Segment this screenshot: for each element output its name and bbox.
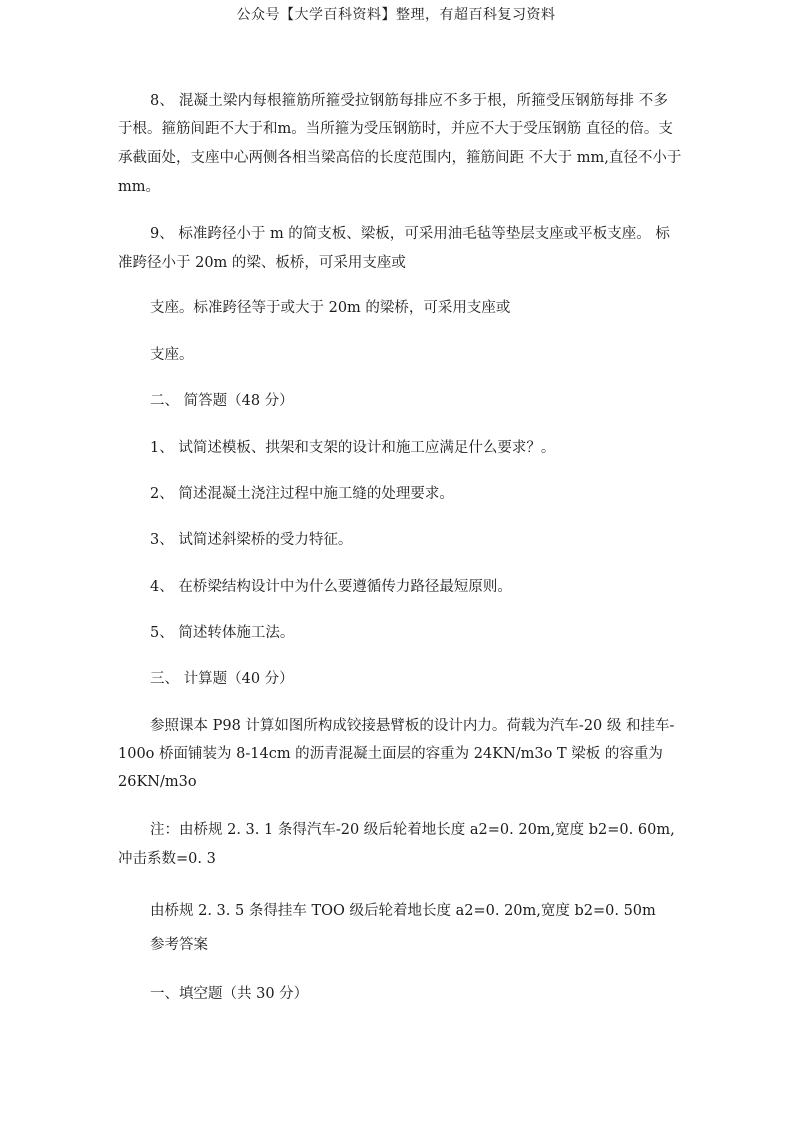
short-answer-item-5: 5、 简述转体施工法。	[150, 625, 295, 641]
question-8-line-1: 8、 混凝土梁内每根箍筋所箍受拉钢筋每排应不多于根，所箍受压钢筋每排 不多	[150, 93, 668, 109]
calc-problem-line-1: 参照课本 P98 计算如图所构成铰接悬臂板的设计内力。荷载为汽车-20 级 和挂车-	[150, 718, 675, 734]
section-3-title: 三、 计算题（40 分）	[150, 671, 294, 687]
short-answer-item-4: 4、 在桥梁结构设计中为什么要遵循传力路径最短原则。	[150, 579, 512, 595]
page-header: 公众号【大学百科资料】整理，有超百科复习资料	[236, 7, 556, 23]
question-9-line-4: 支座。	[150, 347, 194, 363]
short-answer-item-3: 3、 试简述斜梁桥的受力特征。	[150, 532, 353, 548]
short-answer-item-2: 2、 简述混凝土浇注过程中施工缝的处理要求。	[150, 486, 454, 502]
question-9-line-3: 支座。标准跨径等于或大于 20m 的梁桥，可采用支座或	[150, 300, 511, 316]
calc-problem-line-2: 100o 桥面铺装为 8-14cm 的沥青混凝土面层的容重为 24KN/m3o T 梁板 的容重为	[118, 746, 663, 762]
section-2-title: 二、 简答题（48 分）	[150, 393, 294, 409]
calc-note-line-2: 冲击系数=0. 3	[118, 851, 216, 867]
calc-note-2: 由桥规 2. 3. 5 条得挂车 TOO 级后轮着地长度 a2=0. 20m,宽度 b2=0. 50m	[150, 903, 656, 919]
question-9-line-2: 准跨径小于 20m 的梁、板桥，可采用支座或	[118, 255, 406, 271]
question-8-line-4: mm。	[118, 179, 160, 195]
question-8-line-2: 于根。箍筋间距不大于和m。当所箍为受压钢筋时，并应不大于受压钢筋 直径的倍。支	[118, 121, 673, 137]
answers-section-1-title: 一、填空题（共 30 分）	[150, 986, 309, 1002]
short-answer-item-1: 1、 试简述模板、拱架和支架的设计和施工应满足什么要求？。	[150, 440, 556, 456]
question-8-line-3: 承截面处，支座中心两侧各相当梁高倍的长度范围内，箍筋间距 不大于 mm,直径不小于	[118, 150, 682, 166]
calc-problem-line-3: 26KN/m3o	[118, 774, 197, 790]
calc-note-line-1: 注：由桥规 2. 3. 1 条得汽车-20 级后轮着地长度 a2=0. 20m,宽度 b2=0. 60m,	[150, 822, 675, 838]
question-9-line-1: 9、 标准跨径小于 m 的简支板、梁板，可采用油毛毡等垫层支座或平板支座。 标	[150, 226, 670, 242]
answers-title: 参考答案	[150, 937, 208, 953]
